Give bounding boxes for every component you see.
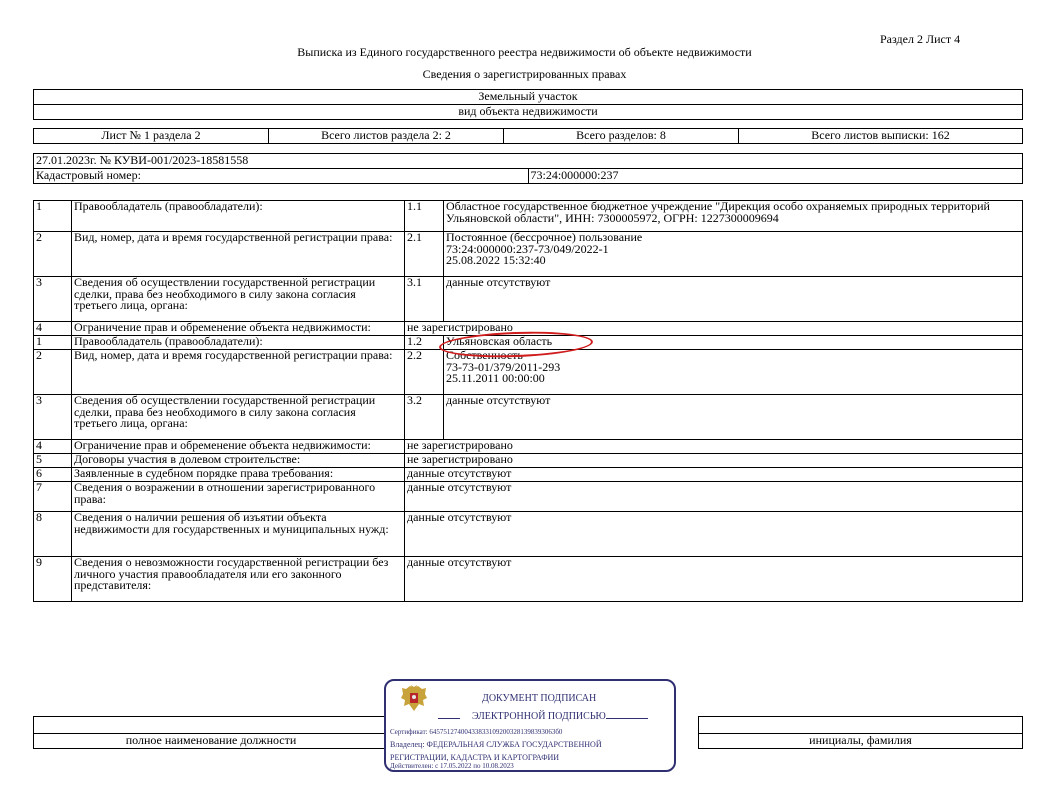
row-label: Ограничение прав и обременение объекта недвижимости: [72,322,405,336]
coat-of-arms-icon [400,684,428,714]
row-value [444,232,1023,277]
sheet-info-table [33,128,1023,144]
doc-info-table [33,153,1023,184]
table-row [34,454,1023,468]
row-number: 7 [34,482,72,512]
right-type: Собственность [446,349,523,362]
row-number: 9 [34,557,72,602]
row-label: Вид, номер, дата и время государственной регистрации права: [72,350,405,395]
table-row [34,482,1023,512]
table-row [34,395,1023,440]
row-label: Ограничение прав и обременение объекта недвижимости: [72,440,405,454]
total-section-sheets: Всего листов раздела 2: 2 [269,129,504,144]
row-sub-number: 3.1 [405,277,444,322]
row-label: Сведения о наличии решения об изъятии объекта недвижимости для государственных и муниципальных нужд: [72,512,405,557]
row-number: 2 [34,350,72,395]
row-value: не зарегистрировано [405,322,1023,336]
table-row [34,201,1023,232]
e-signature-stamp [384,679,676,772]
row-label: Правообладатель (правообладатели): [72,201,405,232]
row-number: 1 [34,201,72,232]
row-value: данные отсутствуют [405,482,1023,512]
row-number: 5 [34,454,72,468]
row-number: 8 [34,512,72,557]
registration-date: 25.08.2022 15:32:40 [446,253,546,267]
table-row [34,557,1023,602]
name-caption: инициалы, фамилия [699,734,1023,749]
row-label: Сведения о невозможности государственной регистрации без личного участия правообладателя или его законного представителя: [72,557,405,602]
row-value: данные отсутствуют [444,395,1023,440]
stamp-title-line1: ДОКУМЕНТ ПОДПИСАН [482,693,597,704]
row-number: 6 [34,468,72,482]
stamp-title-line2: ЭЛЕКТРОННОЙ ПОДПИСЬЮ [472,711,606,722]
table-row [34,277,1023,322]
row-value: не зарегистрировано [405,454,1023,468]
page-subtitle: Сведения о зарегистрированных правах [422,67,627,81]
row-value: данные отсутствуют [405,557,1023,602]
stamp-owner: Владелец: ФЕДЕРАЛЬНАЯ СЛУЖБА ГОСУДАРСТВЕННОЙ [390,740,602,749]
row-value: данные отсутствуют [405,512,1023,557]
row-number: 1 [34,336,72,350]
cadastral-label: Кадастровый номер: [34,169,529,184]
total-sections: Всего разделов: 8 [504,129,739,144]
registration-date: 25.11.2011 00:00:00 [446,371,545,385]
row-value: не зарегистрировано [405,440,1023,454]
cadastral-value: 73:24:000000:237 [528,169,1023,184]
row-number: 3 [34,395,72,440]
row-sub-number: 3.2 [405,395,444,440]
row-label: Вид, номер, дата и время государственной регистрации права: [72,232,405,277]
row-label: Заявленные в судебном порядке права требования: [72,468,405,482]
table-row [34,468,1023,482]
row-number: 4 [34,322,72,336]
row-label: Сведения о возражении в отношении зарегистрированного права: [72,482,405,512]
section-sheet-label: Раздел 2 Лист 4 [880,32,961,46]
page-title: Выписка из Единого государственного реестра недвижимости об объекте недвижимости [297,45,752,59]
name-field [699,717,1023,734]
stamp-divider-left [438,718,460,719]
row-number: 3 [34,277,72,322]
object-type: Земельный участок [34,90,1023,105]
table-row [34,440,1023,454]
registration-number: 73:24:000000:237-73/049/2022-1 [446,241,609,256]
position-field [34,717,389,734]
row-label: Сведения об осуществлении государственной регистрации сделки, права без необходимого в силу закона согласия третьего лица, органа: [72,395,405,440]
row-value: Областное государственное бюджетное учреждение "Дирекция особо охраняемых природных территорий Ульяновской области", ИНН: 7300005972, ОГРН: 1227300009694 [444,201,1023,232]
row-sub-number: 1.1 [405,201,444,232]
sheet-number: Лист № 1 раздела 2 [34,129,269,144]
rights-table [33,200,1023,602]
total-extract-sheets: Всего листов выписки: 162 [739,129,1023,144]
stamp-validity: Действителен: с 17.05.2022 по 10.08.2023 [390,762,514,770]
row-value-highlighted: Ульяновская область [444,336,1023,350]
row-sub-number: 1.2 [405,336,444,350]
table-row [34,512,1023,557]
row-label: Договоры участия в долевом строительстве: [72,454,405,468]
row-value: данные отсутствуют [405,468,1023,482]
row-number: 2 [34,232,72,277]
stamp-certificate: Сертификат: 645751274004338331092003281398393063б0 [390,728,563,736]
object-type-table [33,89,1023,120]
stamp-divider-right [606,718,648,719]
object-type-caption: вид объекта недвижимости [34,105,1023,120]
right-type: Постоянное (бессрочное) пользование [446,231,643,244]
doc-date-number: 27.01.2023г. № КУВИ-001/2023-18581558 [34,154,1023,169]
row-label: Сведения об осуществлении государственной регистрации сделки, права без необходимого в силу закона согласия третьего лица, органа: [72,277,405,322]
row-label: Правообладатель (правообладатели): [72,336,405,350]
table-row [34,232,1023,277]
row-sub-number: 2.2 [405,350,444,395]
row-value: данные отсутствуют [444,277,1023,322]
registration-number: 73-73-01/379/2011-293 [446,359,561,374]
stamp-owner-line2: РЕГИСТРАЦИИ, КАДАСТРА И КАРТОГРАФИИ [390,753,560,762]
row-sub-number: 2.1 [405,232,444,277]
row-number: 4 [34,440,72,454]
position-caption: полное наименование должности [34,734,389,749]
